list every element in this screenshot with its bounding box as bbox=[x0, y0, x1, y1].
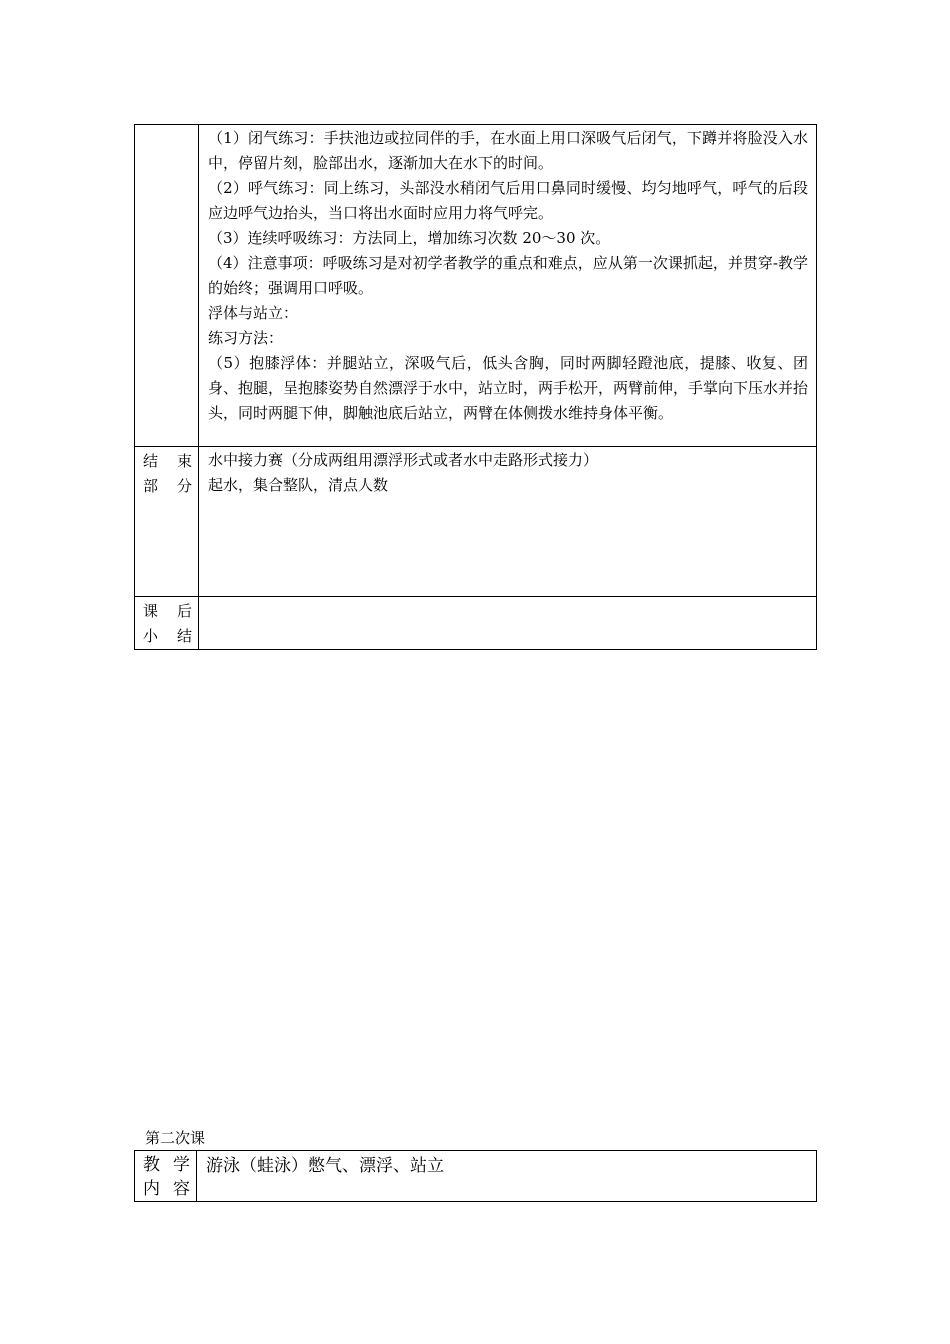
end-section-row bbox=[135, 447, 817, 597]
main-section-row bbox=[135, 125, 817, 447]
dismissal-line: 起水，集合整队，清点人数 bbox=[208, 476, 389, 494]
continuous-breathing-practice: （3）连续呼吸练习：方法同上，增加练习次数 20～30 次。 bbox=[208, 229, 611, 247]
relay-race-line: 水中接力赛（分成两组用漂浮形式或者水中走路形式接力） bbox=[208, 451, 599, 469]
lesson2-caption: 第二次课 bbox=[145, 1129, 206, 1147]
practice-method-heading: 练习方法： bbox=[208, 329, 284, 347]
precautions: （4）注意事项：呼吸练习是对初学者教学的重点和难点，应从第一次课抓起，并贯穿-教学的始终；强调用口呼吸。 bbox=[208, 254, 808, 297]
breath-hold-practice: （1）闭气练习：手扶池边或拉同伴的手，在水面上用口深吸气后闭气，下蹲并将脸没入水中，停留片刻，脸部出水，逐渐加大在水下的时间。 bbox=[208, 129, 808, 172]
knee-hug-float: （5）抱膝浮体：并腿站立，深吸气后，低头含胸，同时两脚轻蹬池底，提膝、收复、团身、抱腿，呈抱膝姿势自然漂浮于水中，站立时，两手松开，两臂前伸，手掌向下压水并抬头，同时两腿下伸，脚触池底后站立，两臂在体侧拨水维持身体平衡。 bbox=[208, 354, 809, 422]
lesson2-table bbox=[134, 1150, 817, 1202]
summary-label: 课 后 小结 bbox=[135, 597, 199, 650]
main-section-label-cell bbox=[135, 125, 199, 447]
end-section-content bbox=[199, 447, 817, 597]
teaching-content-row bbox=[135, 1151, 817, 1202]
teaching-content-value: 游泳（蛙泳）憋气、漂浮、站立 bbox=[197, 1151, 817, 1202]
main-section-content bbox=[199, 125, 817, 447]
exhale-practice: （2）呼气练习：同上练习，头部没水稍闭气后用口鼻同时缓慢、均匀地呼气，呼气的后段应边呼气边抬头，当口将出水面时应用力将气呼完。 bbox=[208, 179, 808, 222]
summary-row bbox=[135, 597, 817, 650]
end-section-label: 结 束 部分 bbox=[135, 447, 199, 597]
float-stand-heading: 浮体与站立： bbox=[208, 304, 299, 322]
lesson-plan-table bbox=[134, 124, 817, 650]
summary-content bbox=[199, 597, 817, 650]
teaching-content-label: 教 学 内容 bbox=[135, 1151, 197, 1202]
